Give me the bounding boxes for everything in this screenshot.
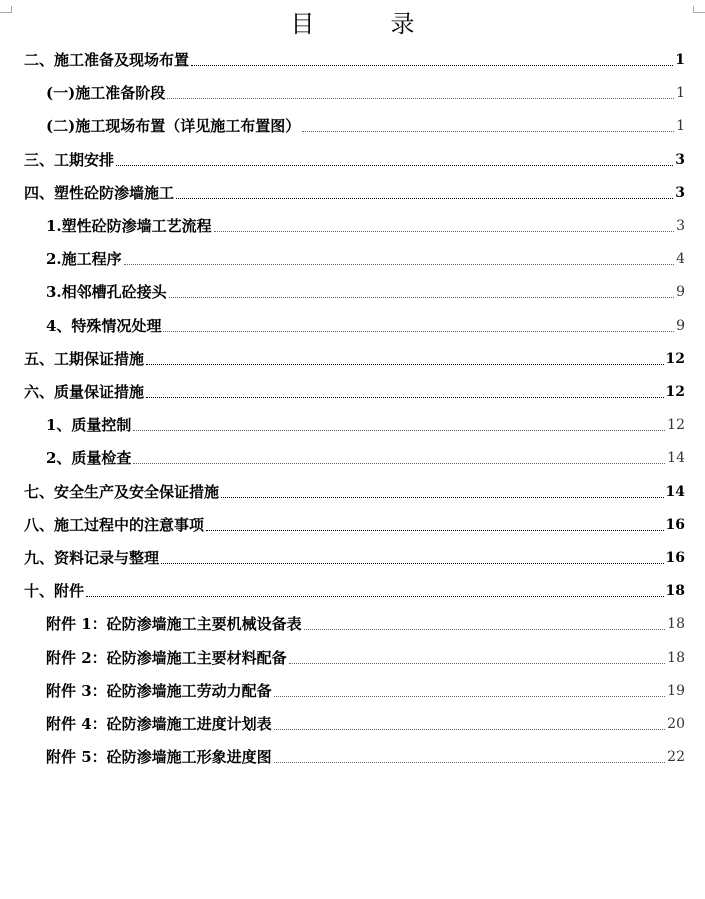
toc-entry[interactable]: [46, 279, 685, 301]
toc-entry-label: 五、工期保证措施: [24, 349, 145, 368]
toc-entry-page-number: 22: [667, 749, 685, 766]
toc-entry[interactable]: [24, 545, 685, 567]
toc-entry-label: 附件 3：砼防渗墙施工劳动力配备: [46, 681, 272, 700]
toc-dot-leader: [221, 496, 664, 498]
toc-entry[interactable]: [46, 80, 685, 102]
toc-entry-label: 2.施工程序: [46, 250, 122, 269]
toc-entry[interactable]: [46, 611, 685, 633]
toc-entry-label: 七、安全生产及安全保证措施: [24, 482, 220, 501]
toc-entry[interactable]: [46, 113, 685, 135]
toc-dot-leader: [86, 595, 664, 597]
toc-entry[interactable]: [46, 711, 685, 733]
toc-entry-label: 附件 4：砼防渗墙施工进度计划表: [46, 715, 272, 733]
toc-entry-label: 1、质量控制: [46, 416, 132, 435]
toc-entry-page-number: 4: [676, 251, 685, 268]
toc-entry-label: (二)施工现场布置（详见施工布置图）: [46, 117, 301, 136]
toc-entry-page-number: 1: [675, 52, 685, 68]
toc-dot-leader: [274, 761, 666, 763]
toc-entry-label: 3.相邻槽孔砼接头: [46, 283, 167, 302]
toc-entry[interactable]: [24, 180, 685, 202]
toc-dot-leader: [206, 529, 664, 531]
toc-entry-page-number: 12: [665, 350, 685, 367]
toc-entry[interactable]: [46, 678, 685, 700]
toc-dot-leader: [191, 64, 673, 66]
toc-entry[interactable]: [24, 379, 685, 401]
toc-entry-label: 四、塑性砼防渗墙施工: [24, 183, 175, 202]
toc-entry-page-number: 9: [676, 317, 685, 334]
toc-entry[interactable]: [46, 445, 685, 467]
toc-entry-page-number: 3: [675, 151, 685, 168]
toc-entry-page-number: 14: [667, 450, 685, 467]
toc-entry[interactable]: [24, 512, 685, 534]
toc-entry-page-number: 16: [665, 516, 685, 533]
toc-entry[interactable]: [46, 313, 685, 335]
toc-entry[interactable]: [24, 346, 685, 368]
toc-entry-page-number: 3: [676, 218, 685, 234]
toc-entry[interactable]: [24, 479, 685, 501]
toc-dot-leader: [289, 662, 666, 664]
toc-entry[interactable]: [24, 47, 685, 69]
toc-dot-leader: [169, 296, 674, 298]
toc-entry[interactable]: [24, 147, 685, 169]
toc-entry[interactable]: [46, 645, 685, 667]
toc-dot-leader: [274, 695, 666, 697]
toc-entry-page-number: 19: [667, 682, 685, 699]
toc-entry[interactable]: [24, 578, 685, 600]
toc-entry-label: 4、特殊情况处理: [46, 316, 162, 335]
toc-entry-page-number: 18: [667, 649, 685, 666]
page-title: 目 录: [290, 10, 441, 38]
toc-entry[interactable]: [46, 744, 685, 766]
toc-entry-label: 附件 1：砼防渗墙施工主要机械设备表: [46, 615, 302, 634]
toc-entry-page-number: 16: [665, 550, 685, 566]
toc-entry-page-number: 1: [676, 118, 685, 135]
toc-dot-leader: [176, 197, 673, 199]
toc-entry-label: 1.塑性砼防渗墙工艺流程: [46, 217, 212, 235]
toc-dot-leader: [161, 562, 664, 564]
toc-dot-leader: [116, 164, 673, 166]
toc-entry[interactable]: [46, 412, 685, 434]
toc-entry-label: 六、质量保证措施: [24, 383, 145, 401]
toc-entry-page-number: 1: [676, 85, 685, 102]
toc-dot-leader: [146, 396, 664, 398]
toc-entry-label: 附件 2：砼防渗墙施工主要材料配备: [46, 648, 287, 667]
toc-dot-leader: [167, 97, 674, 99]
toc-entry[interactable]: [46, 213, 685, 235]
toc-entry-label: 附件 5：砼防渗墙施工形象进度图: [46, 748, 272, 767]
toc-entry[interactable]: [46, 246, 685, 268]
toc-dot-leader: [146, 363, 664, 365]
toc-dot-leader: [124, 263, 674, 265]
toc-entry-page-number: 12: [667, 417, 685, 434]
toc-dot-leader: [302, 130, 674, 132]
toc-entry-page-number: 12: [665, 384, 685, 400]
toc-entry-page-number: 18: [667, 616, 685, 633]
toc-entry-label: 八、施工过程中的注意事项: [24, 515, 205, 534]
toc-entry-label: (一)施工准备阶段: [46, 84, 166, 103]
toc-entry-label: 二、施工准备及现场布置: [24, 51, 190, 69]
toc-entry-page-number: 18: [665, 583, 685, 600]
toc-entry-page-number: 9: [676, 284, 685, 301]
toc-dot-leader: [163, 330, 674, 332]
toc-dot-leader: [133, 429, 665, 431]
toc-dot-leader: [304, 628, 666, 630]
toc-dot-leader: [274, 728, 666, 730]
toc-entry-label: 2、质量检查: [46, 449, 132, 468]
toc-entry-page-number: 20: [667, 716, 685, 732]
toc-dot-leader: [214, 230, 674, 232]
toc-entry-label: 十、附件: [24, 582, 85, 601]
toc-entry-label: 九、资料记录与整理: [24, 549, 160, 567]
toc-entry-page-number: 3: [675, 184, 685, 201]
toc-entry-page-number: 14: [665, 483, 685, 500]
toc-dot-leader: [133, 462, 665, 464]
toc-entry-label: 三、工期安排: [24, 150, 115, 169]
